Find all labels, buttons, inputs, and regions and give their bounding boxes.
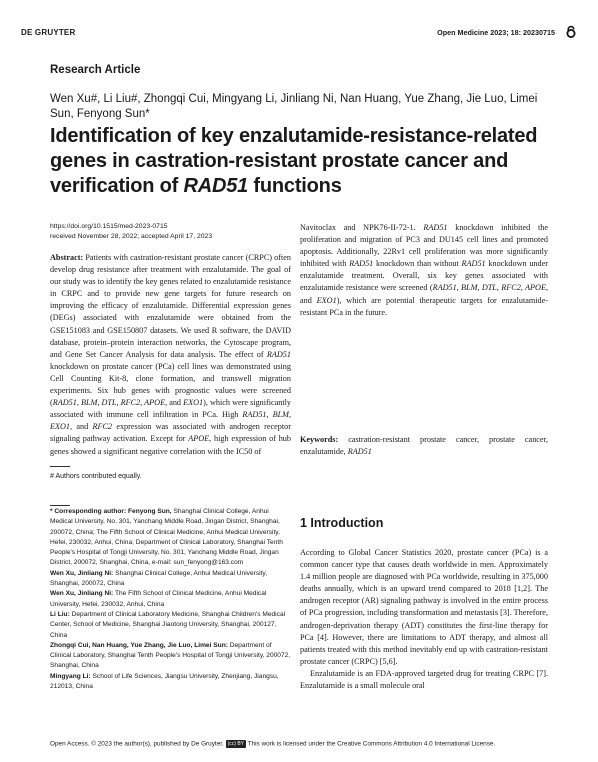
keywords-label: Keywords: <box>300 435 339 444</box>
publisher-name: DE GRUYTER <box>21 28 76 37</box>
title-suffix: functions <box>248 175 342 197</box>
open-access-icon <box>564 25 578 39</box>
open-access-notice: Open Access. © 2023 the author(s), published by De Gruyter. <box>50 740 224 748</box>
license-footer <box>50 740 550 749</box>
paragraph: Enzalutamide is an FDA-approved targeted drug for treating CRPC [7]. Enzalutamide is a small molecule oral <box>300 668 548 691</box>
author-list: Wen Xu#, Li Liu#, Zhongqi Cui, Mingyang Li, Jinliang Ni, Nan Huang, Yue Zhang, Jie Luo, Limei Sun, Fenyong Sun* <box>50 93 538 120</box>
license-text: This work is licensed under the Creative Commons Attribution 4.0 International License. <box>245 740 496 748</box>
affiliation: Wen Xu, Jinliang Ni: The Fifth School of Clinical Medicine, Anhui Medical University, Hefei, 230032, Anhui, China <box>50 590 267 608</box>
abstract-column-1: Abstract: Patients with castration-resistant prostate cancer (CRPC) often develop drug resistance after treatment with enzalutamide. The goal of our study was to identify the key genes related to enzalutamide resistance in CRPC and to provide new gene targets for future research on improving the efficacy of enzalutamide. Differential expression genes (DEGs) associated with enzalutamide were obtained from the GSE151083 and GSE150807 datasets. We used R software, the DAVID database, protein–protein interaction networks, the Cytoscape program, and Gene Set Cancer Analysis for data analysis. The effect of RAD51 knockdown on prostate cancer (PCa) cell lines was demonstrated using Cell Counting Kit-8, clone formation, and transwell migration experiments. Six hub genes with prognostic values were screened (RAD51, BLM, DTL, RFC2, APOE, and EXO1), which were significantly associated with immune cell infiltration in PCa. High RAD51, BLM, EXO1, and RFC2 expression was associated with androgen receptor signaling pathway activation. Except for APOE, high expression of hub genes showed a significant negative correlation with the IC50 of <box>50 253 292 456</box>
abstract-label: Abstract: <box>50 253 84 262</box>
footnote-divider <box>50 505 70 506</box>
received-dates: received November 28, 2022; accepted April 17, 2023 <box>50 233 213 240</box>
title-gene: RAD51 <box>183 175 249 197</box>
cc-by-badge[interactable]: (cc) BY <box>227 741 244 747</box>
affiliation: Wen Xu, Jinliang Ni: Shanghai Clinical College, Anhui Medical University, Shanghai, 200072, China <box>50 569 268 588</box>
doi-block <box>50 222 290 242</box>
equal-contribution-note: # Authors contributed equally. <box>50 473 142 480</box>
abstract-column-2: Navitoclax and NPK76-II-72-1. RAD51 knockdown inhibited the proliferation and migration of PC3 and DU145 cell lines and promoted apoptosis. Additionally, 22Rv1 cell proliferation was more significantly inhibited with RAD51 knockdown than without RAD51 knockdown under enzalutamide treatment. Overall, six key genes associated with enzalutamide resistance were screened (RAD51, BLM, DTL, RFC2, APOE, and EXO1), which are potential therapeutic targets for enzalutamide-resistant PCa in the future. <box>300 223 548 317</box>
section-heading: 1 Introduction <box>300 516 384 530</box>
affiliation: Li Liu: Department of Clinical Laboratory Medicine, Shanghai Children's Medical Center, School of Medicine, Shanghai Jiaotong University, Shanghai, 200127, China <box>50 610 286 639</box>
affiliation: Zhongqi Cui, Nan Huang, Yue Zhang, Jie Luo, Limei Sun: Department of Clinical Laboratory, Shanghai Tenth People's Hospital of Tongji University, 200072, Shanghai, China <box>50 641 291 670</box>
article-title <box>50 124 550 199</box>
journal-citation: Open Medicine 2023; 18: 20230715 <box>437 28 555 37</box>
corresponding-author: * Corresponding author: Fenyong Sun, Shanghai Clinical College, Anhui Medical University, No. 301, Yanchang Middle Road, Jingan District, Shanghai, 200072, China; The Fifth School of Clinical Medicine, Anhui Medical University, Hefei, 230032, Anhui, China; Department of Clinical Laboratory, Shanghai Tenth People's Hospital of Tongji University, No. 301, Yanchang Middle Road, Jingan District, 200072, Shanghai, China, e-mail: sun_fenyong@163.com <box>50 508 283 567</box>
introduction-body <box>300 547 548 692</box>
affiliation: Mingyang Li: School of Life Sciences, Jiangsu University, Zhenjiang, Jiangsu, 212013, China <box>50 672 279 691</box>
keywords: Keywords: castration-resistant prostate cancer, prostate cancer, enzalutamide, RAD51 <box>300 435 548 457</box>
abstract-fragment: , high expression of hub genes showed a significant negative correlation with the IC50 of <box>50 434 291 456</box>
paragraph: According to Global Cancer Statistics 2020, prostate cancer (PCa) is a common cancer type that causes death worldwide in men. Approximately 1.4 million people are diagnosed with PCa worldwide, resulting in 375,000 deaths annually, which is an upward trend compared to 2018 [1,2]. The androgen receptor (AR) signaling pathway is involved in the entire process of PCa progression, including transformation and metastasis [3]. Therefore, androgen-deprivation therapy (ADT) constitutes the first-line therapy for PCa [4]. However, there are limitations to ADT therapy, and almost all patients treated with this method inevitably end up with castration-resistant prostate cancer (CRPC) [5,6]. <box>300 548 548 666</box>
title-text: Identification of key enzalutamide-resistance-related genes in castration-resistant prostate cancer and verification of <box>50 125 538 197</box>
affiliations <box>50 507 292 692</box>
footnote-divider <box>50 466 70 467</box>
doi-link[interactable]: https://doi.org/10.1515/med-2023-0715 <box>50 223 168 230</box>
article-type: Research Article <box>50 64 141 76</box>
